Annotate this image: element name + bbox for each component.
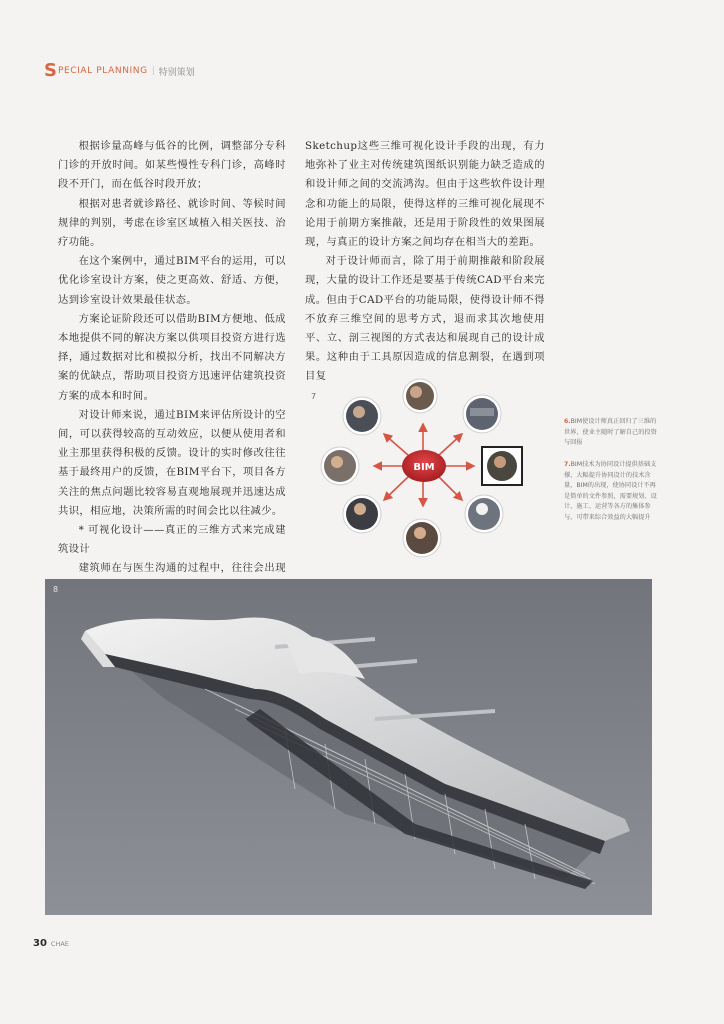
subheading: * 可视化设计——真正的三维方式来完成建筑设计 <box>58 524 286 556</box>
caption-number: 6. <box>564 418 571 425</box>
brand-initial: S <box>44 60 57 81</box>
section-header <box>44 62 195 80</box>
publication-name: CHAE <box>50 940 69 948</box>
paragraph: 对于设计师而言，除了用于前期推敲和阶段展现，大量的设计工作还是要基于传统CAD平台来完成。但由于CAD平台的功能局限，使得设计师不得不放弃三维空间的思考方式，退而求其次地使用平、立、剖三视图的方式表达和展现自己的设计成果。这种由于工具原因造成的信息割裂，在遇到项目复 <box>305 255 545 383</box>
caption-7 <box>564 460 660 523</box>
photo-left <box>321 447 359 485</box>
left-text-column <box>58 137 286 617</box>
paragraph: Sketchup这些三维可视化设计手段的出现，有力地弥补了业主对传统建筑图纸识别能力缺乏造成的和设计师之间的交流鸿沟。但由于这些软件设计理念和功能上的局限，使得这样的三维可视化展现不论用于前期方案推敲，还是用于阶段性的效果图展现，与真正的设计方案之间均存在相当大的差距。 <box>305 140 545 249</box>
photo-right-highlighted <box>482 447 522 485</box>
bim-label: BIM <box>413 462 435 473</box>
page-number: 30 <box>33 938 47 949</box>
building-model-image <box>45 579 652 915</box>
paragraph: 根据对患者就诊路径、就诊时间、等候时间规律的判别，考虑在诊室区域植入相关医技、治疗功能。 <box>58 197 286 249</box>
caption-number: 7. <box>564 461 571 468</box>
caption-6 <box>564 417 660 449</box>
paragraph: 方案论证阶段还可以借助BIM方便地、低成本地提供不同的解决方案以供项目投资方进行选择，通过数据对比和模拟分析，找出不同解决方案的优缺点，帮助项目投资方迅速评估建筑投资方案的成本和时间。 <box>58 312 286 402</box>
photo-top <box>403 379 437 413</box>
figure-7-number: 7 <box>311 392 317 401</box>
building-rendering <box>45 579 652 915</box>
photo-bottom-right <box>465 495 503 533</box>
paragraph: 根据诊量高峰与低谷的比例，调整部分专科门诊的开放时间。如某些慢性专科门诊，高峰时段不开门，而在低谷时段开放； <box>58 140 286 191</box>
header-separator: | <box>151 66 155 76</box>
paragraph: 对设计师来说，通过BIM来评估所设计的空间，可以获得较高的互动效应，以便从使用者和业主那里获得积极的反馈。设计的实时修改往往基于最终用户的反馈，在BIM平台下，项目各方关注的焦点问题比较容易直观地展现并迅速达成共识，相应地，决策所需的时间会比以往减少。 <box>58 408 286 517</box>
caption-text: BIM使设计师真正回归了三维的世界，使业主随时了解自己的投资与回报 <box>564 418 657 446</box>
brand-title: PECIAL PLANNING <box>57 66 148 76</box>
caption-text: BIM技术为协同设计提供基础支撑，大幅提升协同设计的技术含量，BIM的出现，使协同设计不再是简单的文件参照，需要规划、设计、施工、运营等各方的集体参与，可带来综合效益的大幅提升 <box>564 461 657 521</box>
bim-collaboration-diagram <box>312 376 540 560</box>
paragraph: 在这个案例中，通过BIM平台的运用，可以优化诊室设计方案，使之更高效、舒适、方便，达到诊室设计效果最佳状态。 <box>58 255 286 306</box>
section-title-cn: 特别策划 <box>158 67 195 78</box>
photo-top-right <box>463 395 501 433</box>
photo-top-left <box>343 397 381 435</box>
right-text-column <box>305 137 545 387</box>
paragraph: 建筑师在与医生沟通的过程中，往往会出现 <box>78 562 286 575</box>
photo-bottom <box>403 519 441 557</box>
photo-bottom-left <box>343 495 381 533</box>
figure-8-number: 8 <box>53 585 59 594</box>
page-footer <box>33 938 69 949</box>
